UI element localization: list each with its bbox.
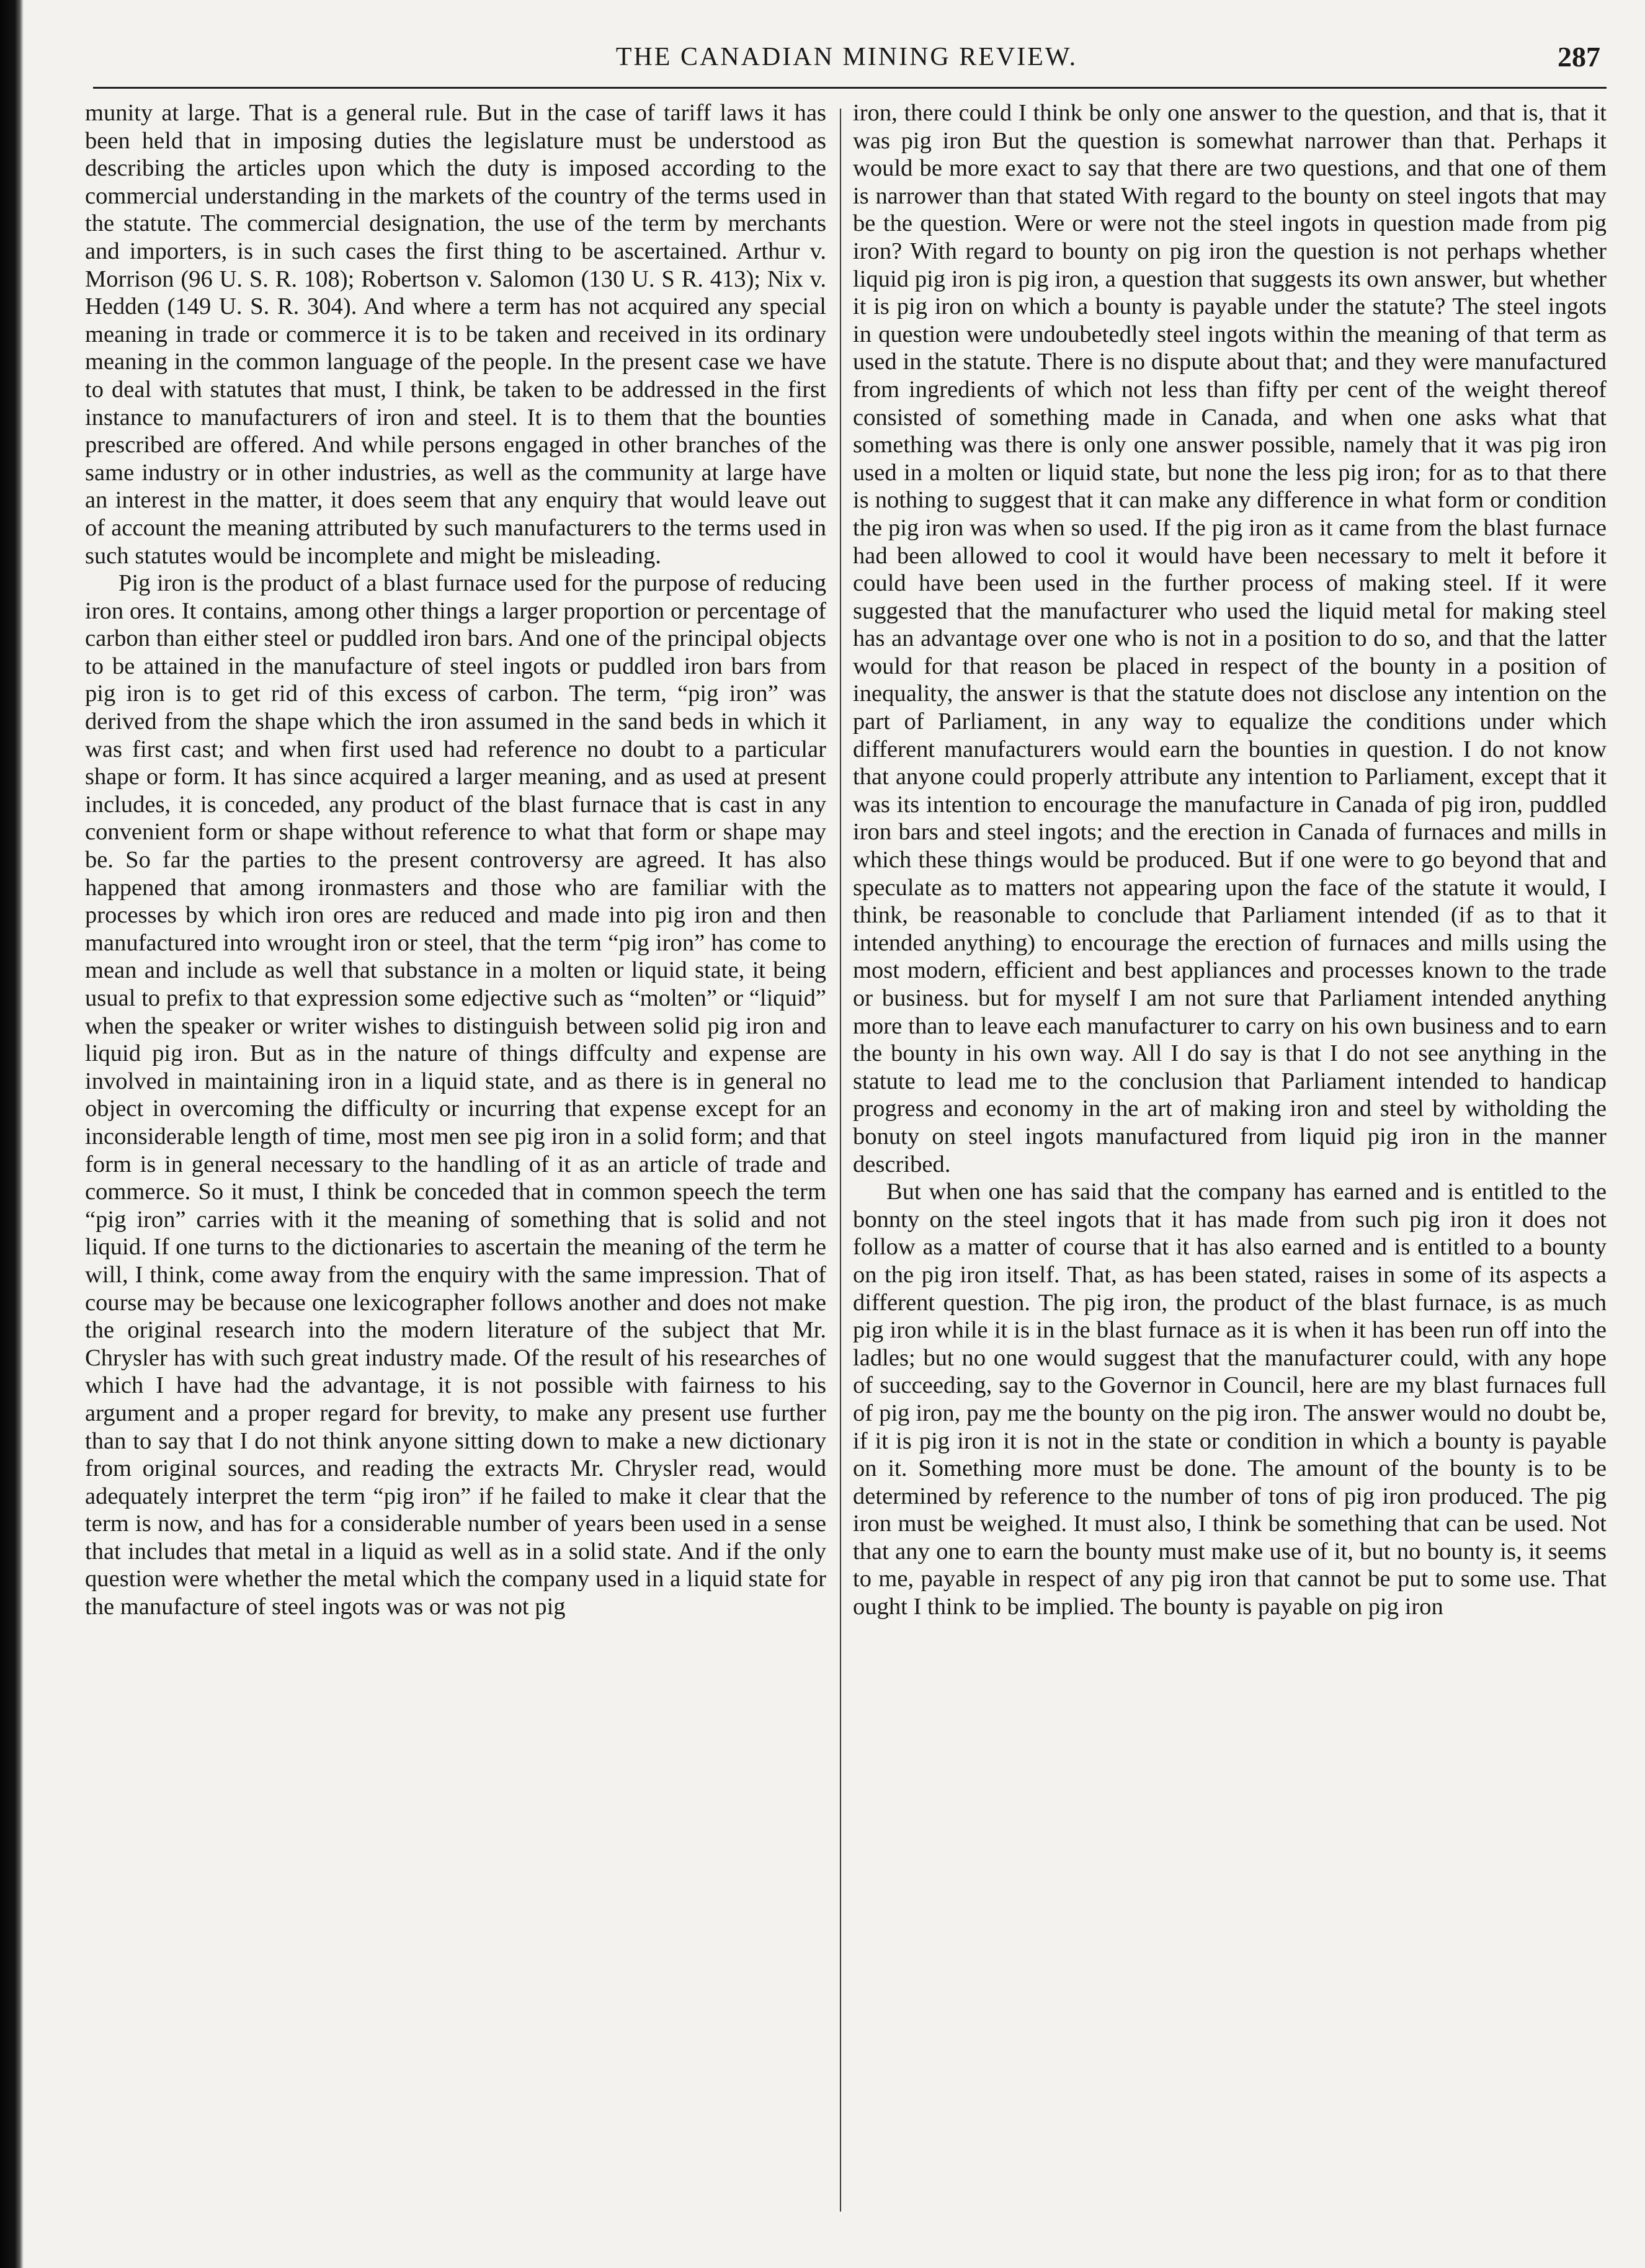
left-paragraph-1: munity at large. That is a general rule. But in the case of tariff laws it has been held that in imposing duties the legislature must be understood as describing the articles upon which the duty is imposed according to the commercial understanding in the markets of the country of the terms used in the statute. The commercial designation, the use of the term by merchants and importers, is in such cases the first thing to be ascertained. Arthur v. Morrison (96 U. S. R. 108); Robertson v. Salomon (130 U. S R. 413); Nix v. Hedden (149 U. S. R. 304). And where a term has not acquired any special meaning in trade or commerce it is to be taken and received in its ordinary meaning in the common language of the people. In the present case we have to deal with statutes that must, I think, be taken to be addressed in the first instance to manufacturers of iron and steel. It is to them that the bounties prescribed are offered. And while persons engaged in other branches of the same industry or in other industries, as well as the community at large have an interest in the matter, it does seem that any enquiry that would leave out of account the meaning attributed by such manufacturers to the terms used in such statutes would be incomplete and might be misleading. (85, 100, 826, 569)
right-column (853, 99, 1607, 2233)
column-divider (840, 109, 841, 2212)
right-paragraph-2: But when one has said that the company has earned and is entitled to the bonnty on the steel ingots that it has made from such pig iron it does not follow as a matter of course that it has also earned and is entitled to a bounty on the pig iron itself. That, as has been stated, raises in some of its aspects a different question. The pig iron, the product of the blast furnace, is as much pig iron while it is in the blast furnace as it is when it has been run off into the ladles; but no one would suggest that the manufacturer could, with any hope of succeeding, say to the Governor in Council, here are my blast furnaces full of pig iron, pay me the bounty on the pig iron. The answer would no doubt be, if it is pig iron it is not in the state or condition in which a bounty is payable on it. Something more must be done. The amount of the bounty is to be determined by reference to the number of tons of pig iron produced. The pig iron must be weighed. It must also, I think be something that can be used. Not that any one to earn the bounty must make use of it, but no bounty is, it seems to me, payable in respect of any pig iron that cannot be put to some use. That ought I think to be implied. The bounty is payable on pig iron (853, 1179, 1607, 1620)
left-paragraph-2: Pig iron is the product of a blast furnace used for the purpose of reducing iron ores. It contains, among other things a larger proportion or percentage of carbon than either steel or puddled iron bars. And one of the principal objects to be attained in the manufacture of steel ingots or puddled iron bars from pig iron is to get rid of this excess of carbon. The term, “pig iron” was derived from the shape which the iron assumed in the sand beds in which it was first cast; and when first used had reference no doubt to a particular shape or form. It has since acquired a larger meaning, and as used at present includes, it is conceded, any product of the blast furnace that is cast in any convenient form or shape without reference to what that form or shape may be. So far the parties to the present controversy are agreed. It has also happened that among ironmasters and those who are familiar with the processes by which iron ores are reduced and made into pig iron and then manufactured into wrought iron or steel, that the term “pig iron” has come to mean and include as well that substance in a molten or liquid state, it being usual to prefix to that expression some edjective such as “molten” or “liquid” when the speaker or writer wishes to distinguish between solid pig iron and liquid pig iron. But as in the nature of things diffculty and expense are involved in maintaining iron in a liquid state, and as there is in general no object in overcoming the difficulty or incurring that expense except for an inconsiderable length of time, most men see pig iron in a solid form; and that form is in general necessary to the handling of it as an article of trade and commerce. So it must, I think be conceded that in common speech the term “pig iron” carries with it the meaning of something that is solid and not liquid. If one turns to the dictionaries to ascertain the meaning of the term he will, I think, come away from the enquiry with the same impression. That of course may be because one lexicographer follows another and does not make the original research into the modern literature of the subject that Mr. Chrysler has with such great industry made. Of the result of his researches of which I have had the advantage, it is not possible with fairness to his argument and a proper regard for brevity, to make any present use further than to say that I do not think anyone sitting down to make a new dictionary from original sources, and reading the extracts Mr. Chrysler read, would adequately interpret the term “pig iron” if he failed to make it clear that the term is now, and has for a considerable number of years been used in a sense that includes that metal in a liquid as well as in a solid state. And if the only question were whether the metal which the company used in a liquid state for the manufacture of steel ingots was or was not pig (85, 570, 826, 1620)
right-paragraph-1: iron, there could I think be only one answer to the question, and that is, that it was pig iron But the question is somewhat narrower than that. Perhaps it would be more exact to say that there are two questions, and that one of them is narrower than that stated With regard to the bounty on steel ingots that may be the question. Were or were not the steel ingots in question made from pig iron? With regard to bounty on pig iron the question is not perhaps whether liquid pig iron is pig iron, a question that suggests its own answer, but whether it is pig iron on which a bounty is payable under the statute? The steel ingots in question were undoubetedly steel ingots within the meaning of that term as used in the statute. There is no dispute about that; and they were manufactured from ingredients of which not less than fifty per cent of the weight thereof consisted of something made in Canada, and when one asks what that something was there is only one answer possible, namely that it was pig iron used in a molten or liquid state, but none the less pig iron; for as to that there is nothing to suggest that it can make any difference in what form or condition the pig iron was when so used. If the pig iron as it came from the blast furnace had been allowed to cool it would have been necessary to melt it before it could have been used in the further process of making steel. If it were suggested that the manufacturer who used the liquid metal for making steel has an advantage over one who is not in a position to do so, and that the latter would for that reason be placed in respect of the bounty in a position of inequality, the answer is that the statute does not disclose any intention on the part of Parliament, in any way to equalize the conditions under which different manufacturers would earn the bounties in question. I do not know that anyone could properly attribute any intention to Parliament, except that it was its intention to encourage the manufacture in Canada of pig iron, puddled iron bars and steel ingots; and the erection in Canada of furnaces and mills in which these things would be produced. But if one were to go beyond that and speculate as to matters not appearing upon the face of the statute it would, I think, be reasonable to conclude that Parliament intended (if as to that it intended anything) to encourage the erection of furnaces and mills using the most modern, efficient and best appliances and processes known to the trade or business. but for myself I am not sure that Parliament intended anything more than to leave each manufacturer to carry on his own business and to earn the bounty in his own way. All I do say is that I do not see anything in the statute to lead me to the conclusion that Parliament intended to handicap progress and economy in the art of making iron and steel by witholding the bonuty on steel ingots manufactured from liquid pig iron in the manner described. (853, 100, 1607, 1177)
running-header (93, 38, 1600, 76)
journal-title: THE CANADIAN MINING REVIEW. (615, 43, 1078, 71)
header-rule (93, 87, 1607, 89)
page-binding-edge (0, 0, 24, 2268)
page-number: 287 (1558, 41, 1600, 73)
left-column (85, 99, 826, 2233)
